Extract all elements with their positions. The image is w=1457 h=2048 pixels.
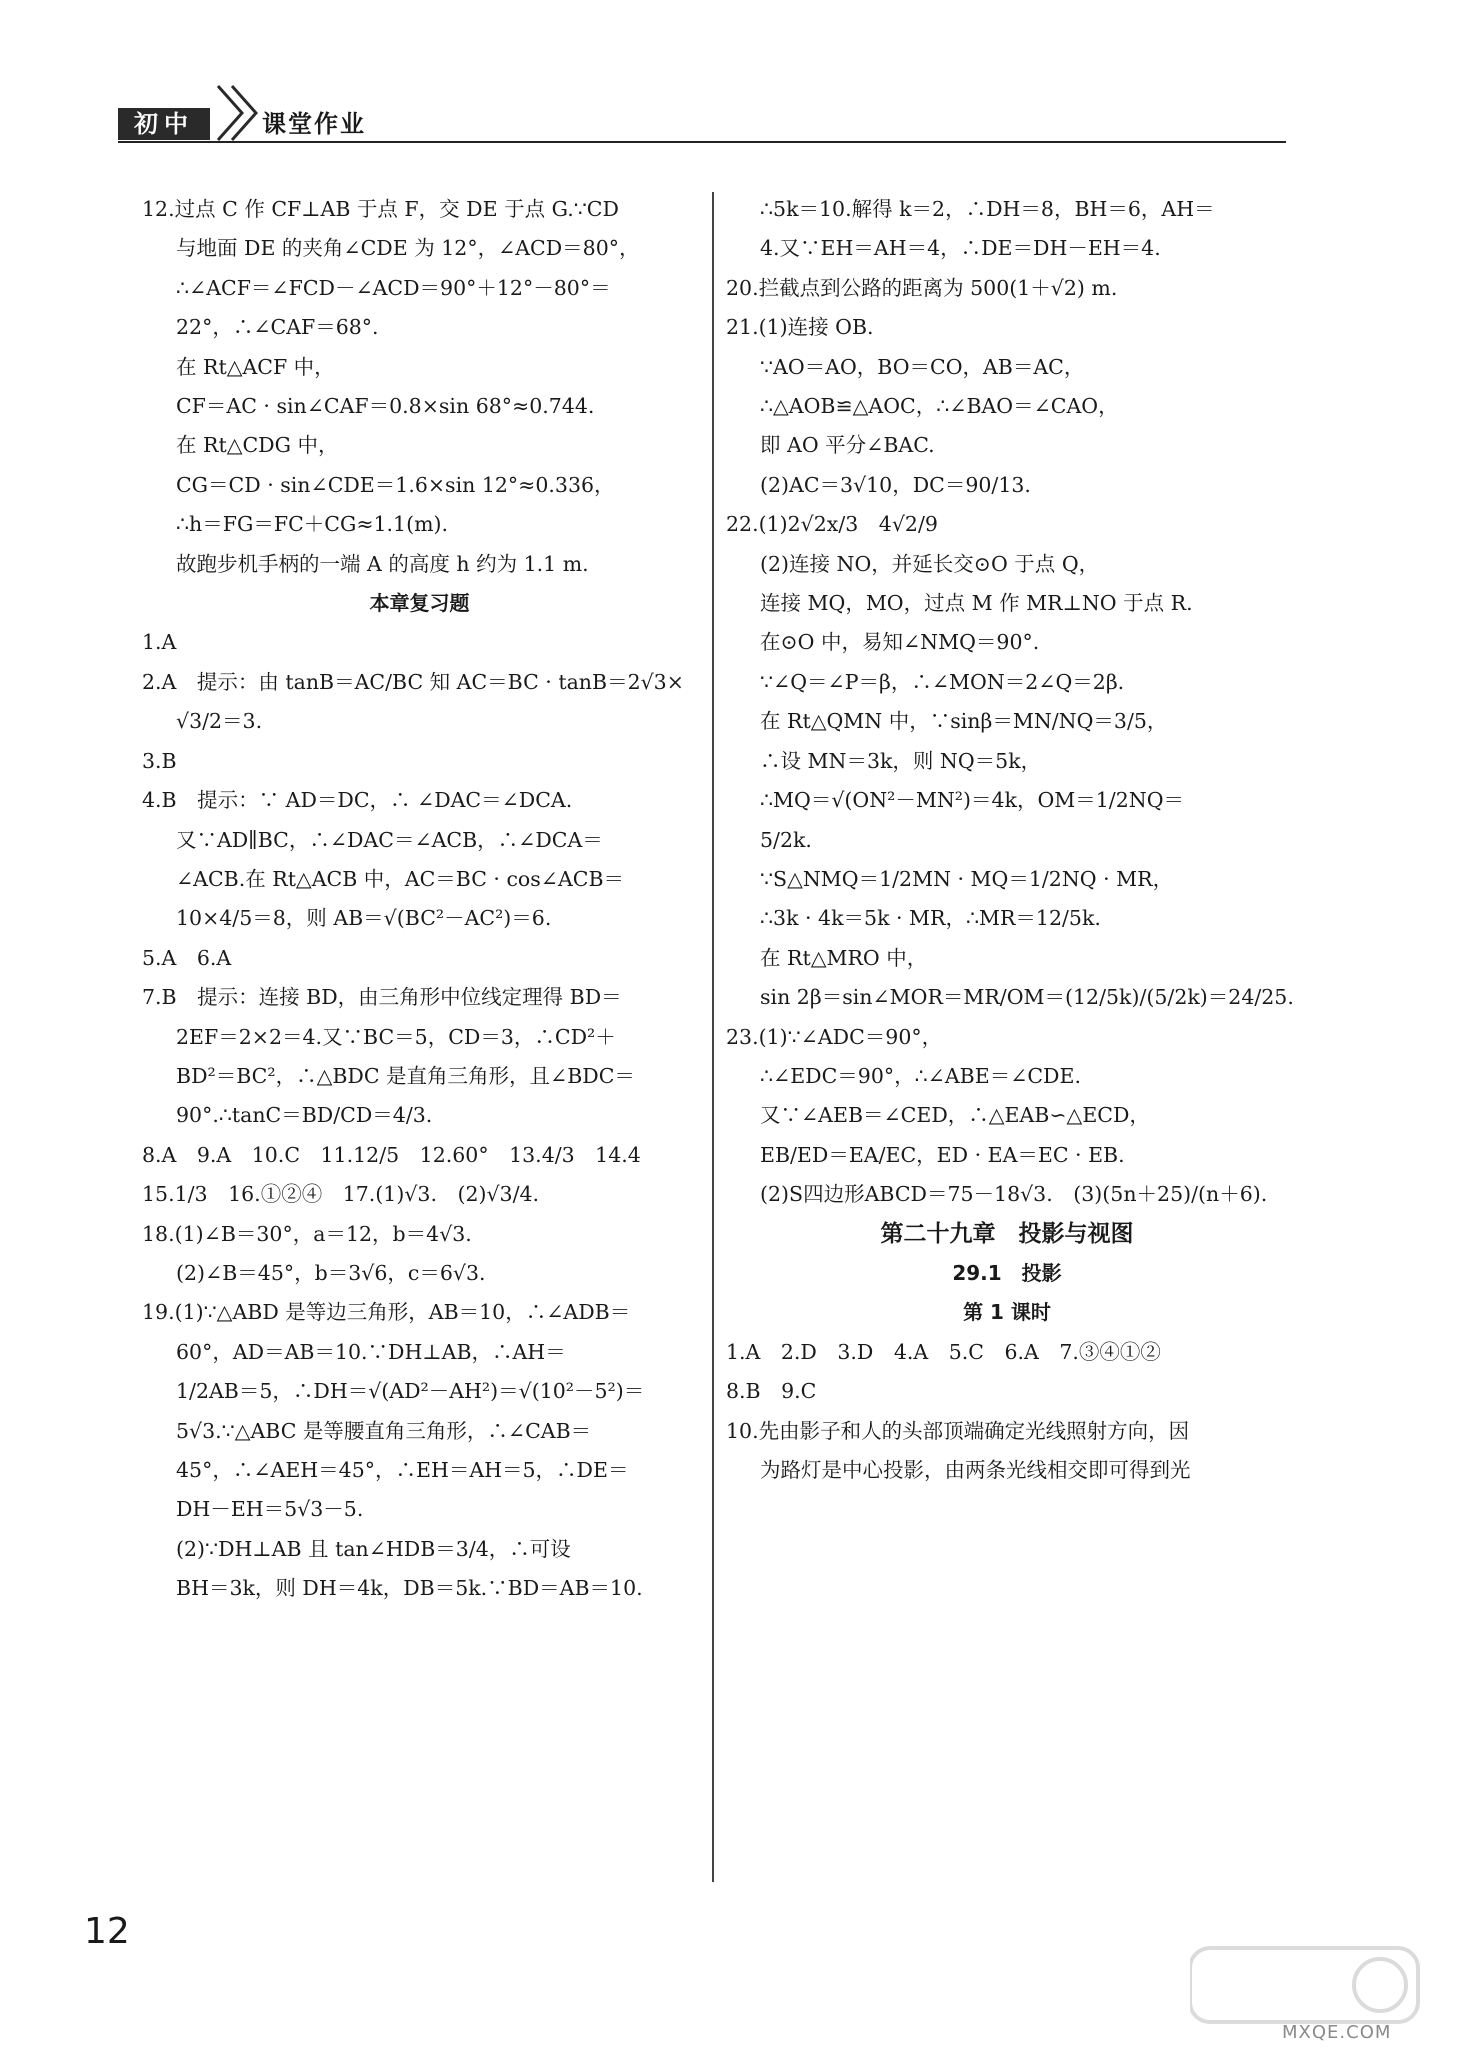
- text-line: 10.先由影子和人的头部顶端确定光线照射方向，因: [726, 1418, 1190, 1443]
- text-line: 又∵∠AEB＝∠CED，∴△EAB∽△ECD，: [760, 1103, 1150, 1128]
- text-line: 在 Rt△MRO 中，: [760, 945, 928, 970]
- text-line: (2)连接 NO，并延长交⊙O 于点 Q，: [760, 551, 1100, 576]
- text-line: 2.A 提示：由 tanB＝AC/BC 知 AC＝BC · tanB＝2√3×: [142, 669, 684, 694]
- text-line: 4.又∵EH＝AH＝4，∴DE＝DH－EH＝4.: [760, 236, 1161, 261]
- text-line: 3.B: [142, 748, 177, 773]
- text-line: ∴5k＝10.解得 k＝2，∴DH＝8，BH＝6，AH＝: [760, 197, 1215, 221]
- text-line: 8.A 9.A 10.C 11.12/5 12.60° 13.4/3 14.4: [142, 1142, 641, 1167]
- text-line: 1.A: [142, 630, 177, 655]
- text-line: ∵S△NMQ＝1/2MN · MQ＝1/2NQ · MR，: [760, 866, 1174, 891]
- text-line: ∴3k · 4k＝5k · MR，∴MR＝12/5k.: [760, 906, 1101, 931]
- text-line: 15.1/3 16.①②④ 17.(1)√3. (2)√3/4.: [142, 1182, 540, 1207]
- text-line: 在⊙O 中，易知∠NMQ＝90°.: [760, 630, 1040, 655]
- text-line: BH＝3k，则 DH＝4k，DB＝5k.∵BD＝AB＝10.: [176, 1576, 643, 1601]
- text-line: 22.(1)2√2x/3 4√2/9: [726, 512, 938, 537]
- text-line: (2)AC＝3√10，DC＝90/13.: [760, 472, 1031, 497]
- text-line: ∴MQ＝√(ON²－MN²)＝4k，OM＝1/2NQ＝: [760, 788, 1185, 813]
- text-line: 12.过点 C 作 CF⊥AB 于点 F，交 DE 于点 G.∵CD: [142, 197, 619, 221]
- section-heading: 29.1 投影: [952, 1260, 1062, 1285]
- header-badge: 初中: [118, 108, 210, 140]
- text-line: 19.(1)∵△ABD 是等边三角形，AB＝10，∴∠ADB＝: [142, 1300, 631, 1325]
- page-number: 12: [84, 1911, 130, 1952]
- text-line: 4.B 提示：∵ AD＝DC，∴ ∠DAC＝∠DCA.: [142, 788, 573, 813]
- text-line: 连接 MQ，MO，过点 M 作 MR⊥NO 于点 R.: [760, 591, 1193, 616]
- text-line: ∴h＝FG＝FC＋CG≈1.1(m).: [176, 512, 449, 537]
- text-line: 1.A 2.D 3.D 4.A 5.C 6.A 7.③④①②: [726, 1339, 1161, 1364]
- text-line: 即 AO 平分∠BAC.: [760, 433, 935, 458]
- text-line: ∵AO＝AO，BO＝CO，AB＝AC，: [760, 354, 1085, 379]
- lesson-heading: 第 1 课时: [963, 1300, 1051, 1325]
- text-line: 21.(1)连接 OB.: [726, 315, 874, 340]
- header-rule: [118, 141, 1286, 143]
- text-line: 1/2AB＝5，∴DH＝√(AD²－AH²)＝√(10²－5²)＝: [176, 1379, 645, 1404]
- text-line: ∠ACB.在 Rt△ACB 中，AC＝BC · cos∠ACB＝: [176, 866, 625, 891]
- text-line: 又∵AD∥BC，∴∠DAC＝∠ACB，∴∠DCA＝: [176, 827, 603, 852]
- text-line: 60°，AD＝AB＝10.∵DH⊥AB，∴AH＝: [176, 1339, 566, 1364]
- text-line: 在 Rt△ACF 中，: [176, 354, 335, 379]
- text-line: ∴△AOB≌△AOC，∴∠BAO＝∠CAO，: [760, 394, 1119, 419]
- text-line: 23.(1)∵∠ADC＝90°，: [726, 1024, 943, 1049]
- text-line: 7.B 提示：连接 BD，由三角形中位线定理得 BD＝: [142, 985, 622, 1010]
- text-line: (2)∵DH⊥AB 且 tan∠HDB＝3/4，∴可设: [176, 1536, 571, 1561]
- section-heading: 本章复习题: [369, 591, 470, 616]
- text-line: 5√3.∵△ABC 是等腰直角三角形，∴∠CAB＝: [176, 1418, 592, 1443]
- text-line: (2)∠B＝45°，b＝3√6，c＝6√3.: [176, 1260, 486, 1285]
- text-line: 与地面 DE 的夹角∠CDE 为 12°，∠ACD＝80°，: [176, 236, 640, 261]
- text-line: 在 Rt△QMN 中，∵sinβ＝MN/NQ＝3/5，: [760, 709, 1168, 734]
- watermark-text: MXQE.COM: [1282, 2022, 1392, 2043]
- text-line: BD²＝BC²，∴△BDC 是直角三角形，且∠BDC＝: [176, 1063, 635, 1088]
- text-line: DH－EH＝5√3－5.: [176, 1497, 364, 1522]
- text-line: √3/2＝3.: [176, 709, 263, 734]
- left-column: [142, 190, 697, 1609]
- chapter-heading: 第二十九章 投影与视图: [880, 1220, 1134, 1247]
- text-line: CG＝CD · sin∠CDE＝1.6×sin 12°≈0.336，: [176, 472, 615, 497]
- text-line: 8.B 9.C: [726, 1379, 817, 1404]
- text-line: 18.(1)∠B＝30°，a＝12，b＝4√3.: [142, 1221, 472, 1246]
- text-line: ∴∠ACF＝∠FCD－∠ACD＝90°＋12°－80°＝: [176, 275, 611, 300]
- text-line: 20.拦截点到公路的距离为 500(1＋√2) m.: [726, 275, 1118, 300]
- text-line: 90°.∴tanC＝BD/CD＝4/3.: [176, 1103, 433, 1128]
- text-line: CF＝AC · sin∠CAF＝0.8×sin 68°≈0.744.: [176, 394, 595, 419]
- text-line: 10×4/5＝8，则 AB＝√(BC²－AC²)＝6.: [176, 906, 552, 931]
- text-line: ∴∠EDC＝90°，∴∠ABE＝∠CDE.: [760, 1063, 1081, 1088]
- right-column: [726, 190, 1294, 1490]
- text-line: ∵∠Q＝∠P＝β，∴∠MON＝2∠Q＝2β.: [760, 669, 1125, 694]
- text-line: 故跑步机手柄的一端 A 的高度 h 约为 1.1 m.: [176, 551, 589, 576]
- text-line: (2)S四边形ABCD＝75－18√3. (3)(5n＋25)/(n＋6).: [760, 1182, 1268, 1207]
- text-line: sin 2β＝sin∠MOR＝MR/OM＝(12/5k)/(5/2k)＝24/25.: [760, 985, 1294, 1010]
- text-line: 为路灯是中心投影，由两条光线相交即可得到光: [760, 1458, 1191, 1482]
- text-line: 45°，∴∠AEH＝45°，∴EH＝AH＝5，∴DE＝: [176, 1458, 629, 1482]
- text-line: 5.A 6.A: [142, 945, 232, 970]
- column-divider: [712, 192, 714, 1882]
- text-line: 22°，∴∠CAF＝68°.: [176, 315, 379, 340]
- header-title: 课堂作业: [262, 110, 366, 138]
- text-line: 2EF＝2×2＝4.又∵BC＝5，CD＝3，∴CD²＋: [176, 1024, 616, 1049]
- text-line: 5/2k.: [760, 827, 812, 852]
- text-line: EB/ED＝EA/EC，ED · EA＝EC · EB.: [760, 1142, 1125, 1167]
- text-line: 在 Rt△CDG 中，: [176, 433, 339, 458]
- text-line: ∴设 MN＝3k，则 NQ＝5k，: [760, 748, 1042, 773]
- double-chevron-icon: [212, 84, 262, 142]
